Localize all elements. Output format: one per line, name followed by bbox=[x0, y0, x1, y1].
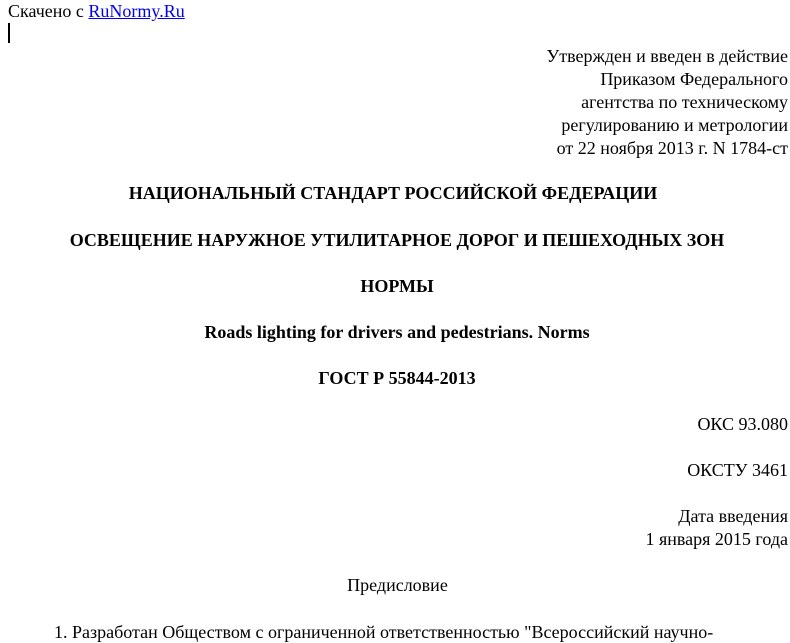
norms-heading: НОРМЫ bbox=[360, 276, 434, 296]
approval-line: от 22 ноября 2013 г. N 1784-ст bbox=[556, 138, 788, 158]
oks-code: ОКС 93.080 bbox=[697, 414, 788, 434]
runormy-link[interactable]: RuNormy.Ru bbox=[88, 1, 185, 21]
downloaded-from-line bbox=[8, 0, 185, 22]
intro-date-label: Дата введения bbox=[678, 506, 788, 526]
okstu-code: ОКСТУ 3461 bbox=[687, 460, 788, 480]
approval-line: Приказом Федерального bbox=[600, 69, 788, 89]
intro-date-value: 1 января 2015 года bbox=[645, 529, 788, 549]
gost-number: ГОСТ Р 55844-2013 bbox=[318, 368, 476, 388]
subject-heading: ОСВЕЩЕНИЕ НАРУЖНОЕ УТИЛИТАРНОЕ ДОРОГ И ПЕШЕХОДНЫХ ЗОН bbox=[69, 230, 725, 250]
downloaded-prefix: Скачено с bbox=[8, 1, 84, 21]
english-title: Roads lighting for drivers and pedestrians. Norms bbox=[204, 322, 590, 342]
preface-heading: Предисловие bbox=[347, 575, 448, 595]
approval-line: агентства по техническому bbox=[581, 92, 788, 112]
approval-block bbox=[546, 45, 788, 160]
approval-line: регулированию и метрологии bbox=[561, 115, 788, 135]
text-cursor bbox=[8, 23, 10, 43]
preface-item-1: 1. Разработан Обществом с ограниченной ответственностью "Всероссийский научно- bbox=[54, 622, 714, 642]
approval-line: Утвержден и введен в действие bbox=[546, 46, 788, 66]
standard-heading: НАЦИОНАЛЬНЫЙ СТАНДАРТ РОССИЙСКОЙ ФЕДЕРАЦИИ bbox=[128, 183, 658, 203]
